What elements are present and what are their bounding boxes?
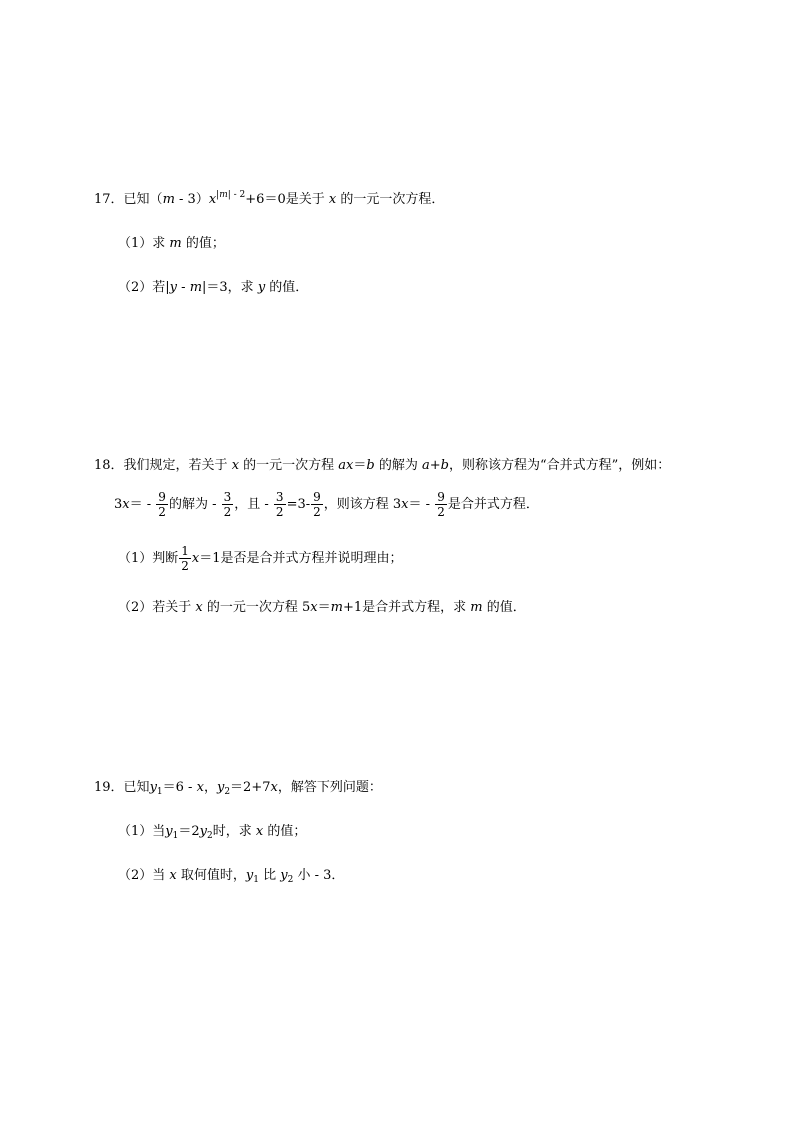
- q17-stem: 17．已知$(m - 3)x^{|m| - 2}+6=0$是关于 x 的一元一次方程．: [94, 190, 445, 207]
- q18-number: 18．: [94, 458, 124, 473]
- q18-part2: （2）若关于 x 的一元一次方程 5x＝m+1是合并式方程，求 m 的值．: [118, 600, 526, 615]
- q18-stem-line1: 18．我们规定，若关于 x 的一元一次方程 ax＝b 的解为 a+b，则称该方程为“合并式方程”，例如：: [94, 458, 671, 473]
- q19-part1: （1）当$y_1=2y_2$时，求 x 的值；: [118, 824, 307, 841]
- fraction: $\frac{3}{2}$: [275, 490, 284, 519]
- q19-part2: （2）当 x 取何值时，$y_1$ 比 $y_2$ 小 - 3．: [118, 868, 345, 885]
- fraction: $\frac{9}{2}$: [158, 490, 166, 519]
- q17-number: 17．: [94, 192, 124, 207]
- fraction: $\frac{1}{2}$: [181, 544, 189, 573]
- q17-part1: （1）求 m 的值；: [118, 236, 225, 251]
- q19-stem: 19．已知$y_1=6 - x$，$y_2=2+7x$，解答下列问题：: [94, 780, 382, 797]
- fraction: $\frac{9}{2}$: [313, 490, 321, 519]
- q17-part2: （2）若|y - m|＝3，求 y 的值．: [118, 280, 309, 295]
- q18-stem-line2: 3x＝ - $\frac{9}{2}$ 的解为 - $\frac{3}{2}$ ，且 - $\frac{3}{2}$ =3- $\frac{9}{2}$ ，则该方程 3x＝ - $\frac{9}{2}$ 是合并式方程．: [114, 490, 539, 519]
- fraction: $\frac{3}{2}$: [223, 490, 232, 519]
- fraction: $\frac{9}{2}$: [437, 490, 445, 519]
- q19-number: 19．: [94, 780, 124, 795]
- q18-part1: （1）判断 $\frac{1}{2}$ x＝1是否是合并式方程并说明理由；: [118, 544, 403, 573]
